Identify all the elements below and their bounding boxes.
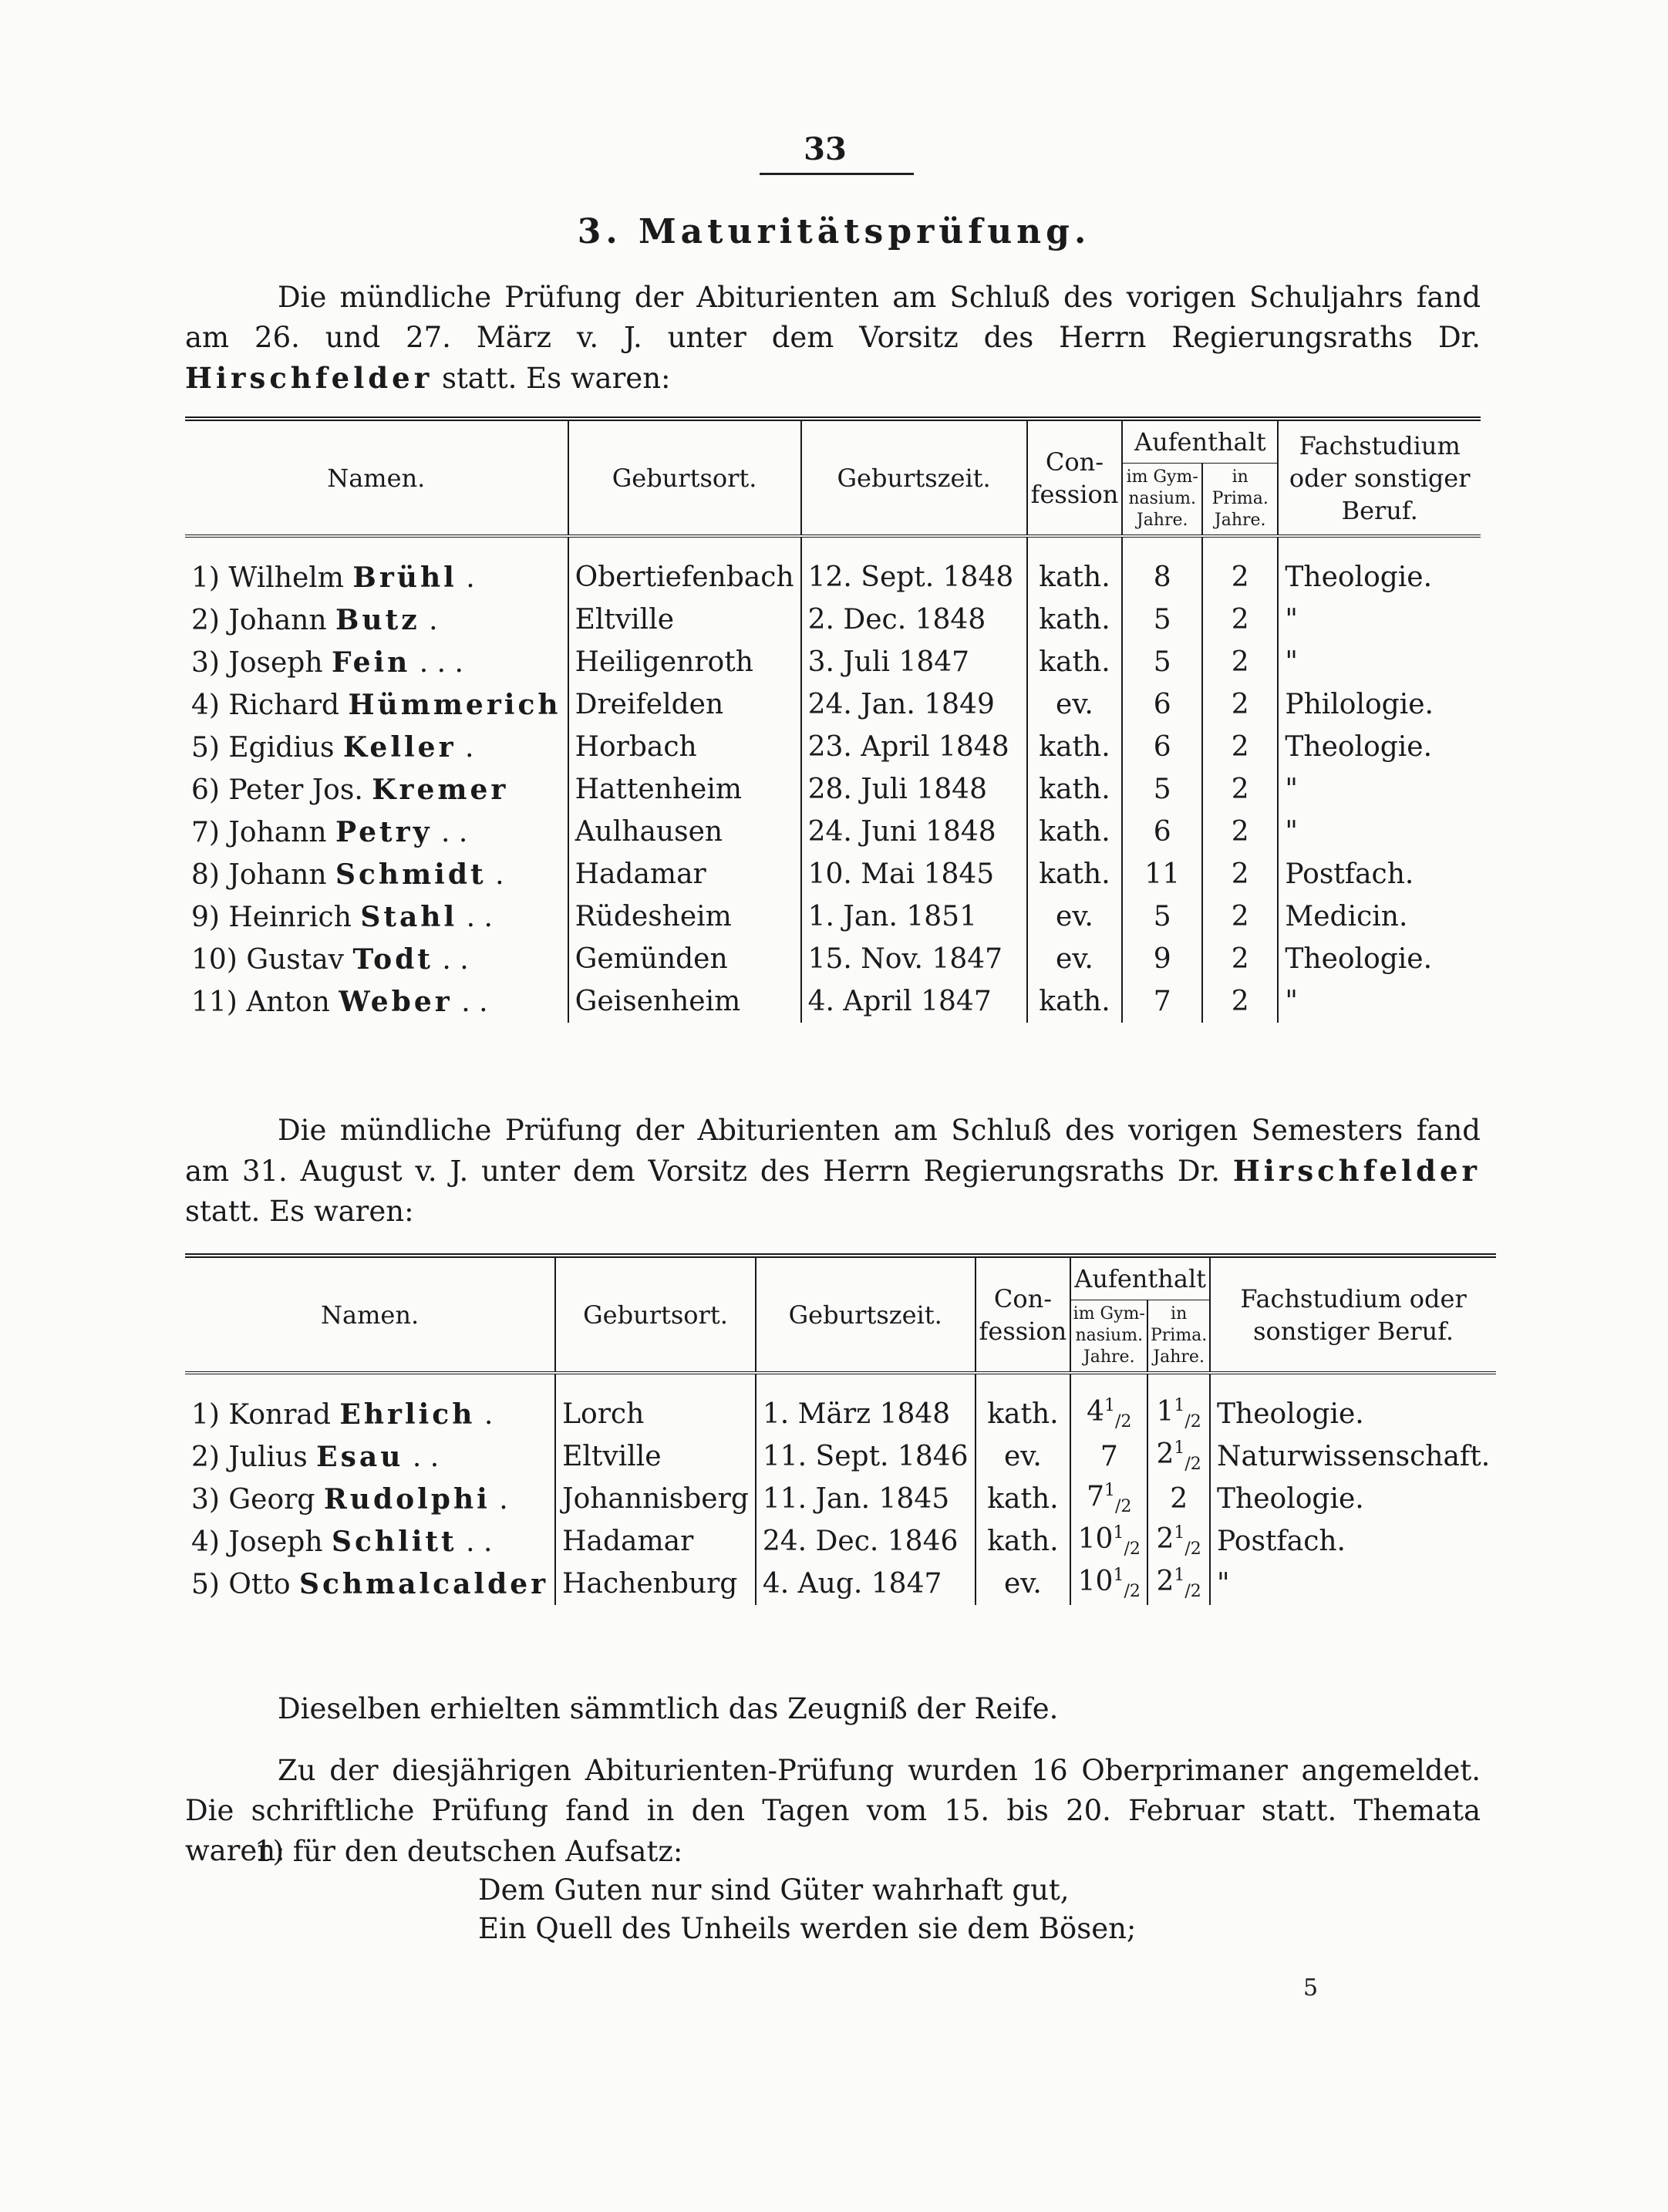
cell-birthdate: 24. Dec. 1846 [756, 1520, 976, 1563]
cell-prima-years: 2 [1202, 536, 1278, 599]
cell-birthplace: Rüdesheim [568, 895, 801, 938]
cell-prima-years: 2 [1202, 853, 1278, 895]
prima-numerator: 1 [1174, 1396, 1185, 1416]
table-row [185, 811, 1481, 853]
last-name: Hümmerich [348, 688, 561, 721]
cell-gym-years [1070, 1563, 1147, 1605]
cell-birthplace: Eltville [555, 1435, 756, 1478]
gym-numerator: 1 [1113, 1523, 1124, 1543]
leader-dots: . [499, 1483, 508, 1516]
cell-birthplace: Aulhausen [568, 811, 801, 853]
roster-table-1 [185, 416, 1481, 1023]
col-header-gym: im Gym-nasium. Jahre. [1122, 464, 1202, 537]
cell-profession: " [1285, 774, 1298, 805]
last-name: Brühl [352, 561, 457, 594]
first-name: Georg [228, 1483, 315, 1516]
col-header-confession: Con-fession [1027, 419, 1123, 536]
gym-whole: 4 [1087, 1396, 1104, 1428]
last-name: Butz [335, 603, 420, 636]
row-number: 10) [191, 943, 238, 976]
cell-prima-years: 2 [1202, 895, 1278, 938]
cell-confession: kath. [1027, 599, 1123, 641]
row-number: 6) [191, 774, 220, 806]
col-header-confession-2: Con-fession [976, 1256, 1071, 1373]
table-row [185, 1478, 1496, 1520]
row-number: 5) [191, 731, 220, 764]
cell-name [185, 811, 568, 853]
last-name: Todt [352, 942, 433, 976]
leader-dots: . . [466, 1526, 493, 1558]
gym-whole: 7 [1100, 1441, 1118, 1472]
paragraph-1-text: Die mündliche Prüfung der Abiturienten am Schluß des vorigen Schuljahrs fand am 26. und 27. März v. J. unter dem Vorsitz des Herrn Regierungsraths Dr. [185, 281, 1481, 354]
cell-confession: ev. [1027, 938, 1123, 980]
cell-gym-years: 7 [1122, 980, 1202, 1023]
cell-name [185, 980, 568, 1023]
last-name: Ehrlich [339, 1398, 476, 1431]
cell-birthplace: Obertiefenbach [568, 536, 801, 599]
page-number: 33 [804, 131, 847, 167]
cell-profession: Postfach. [1285, 858, 1414, 890]
page-number-rule [760, 173, 914, 175]
col-header-prima: in Prima. Jahre. [1202, 464, 1278, 537]
prima-denominator: /2 [1184, 1539, 1201, 1560]
cell-gym-years [1070, 1373, 1147, 1435]
paragraph-1 [185, 278, 1481, 399]
last-name: Stahl [360, 900, 458, 933]
cell-confession: kath. [976, 1373, 1071, 1435]
first-name: Richard [228, 689, 340, 721]
cell-prima-years: 2 [1202, 768, 1278, 811]
cell-gym-years: 6 [1122, 683, 1202, 726]
last-name: Schlitt [331, 1525, 457, 1558]
row-number: 2) [191, 604, 220, 636]
cell-birthplace: Geisenheim [568, 980, 801, 1023]
paragraph-3: Dieselben erhielten sämmtlich das Zeugniß der Reife. [278, 1692, 1059, 1725]
col-header-profession: Fachstudium oder sonstiger Beruf. [1278, 419, 1481, 536]
cell-profession: " [1285, 816, 1298, 848]
cell-name [185, 1478, 555, 1520]
leader-dots: . [495, 858, 504, 891]
leader-dots: . [429, 604, 438, 636]
table-row [185, 853, 1481, 895]
col-header-birthplace: Geburtsort. [568, 419, 801, 536]
table-row [185, 536, 1481, 599]
prima-denominator: /2 [1184, 1582, 1201, 1602]
first-name: Otto [228, 1568, 291, 1600]
first-name: Gustav [246, 943, 344, 976]
gym-denominator: /2 [1115, 1412, 1132, 1432]
gym-numerator: 1 [1113, 1566, 1124, 1586]
cell-name [185, 768, 568, 811]
cell-confession: kath. [976, 1520, 1071, 1563]
first-name: Johann [228, 604, 327, 636]
cell-prima-years: 2 [1202, 811, 1278, 853]
examiner-name: Hirschfelder [185, 361, 433, 395]
row-number: 1) [191, 1398, 220, 1431]
cell-prima-years: 2 [1202, 683, 1278, 726]
cell-birthdate: 1. März 1848 [756, 1373, 976, 1435]
first-name: Anton [246, 986, 330, 1018]
cell-prima-years: 2 [1202, 938, 1278, 980]
last-name: Petry [335, 815, 433, 848]
cell-birthdate: 23. April 1848 [801, 726, 1027, 768]
examiner-name-2: Hirschfelder [1232, 1154, 1481, 1188]
cell-name [185, 599, 568, 641]
cell-profession: Theologie. [1217, 1483, 1364, 1515]
first-name: Julius [228, 1441, 308, 1473]
cell-confession: ev. [1027, 895, 1123, 938]
cell-birthdate: 28. Juli 1848 [801, 768, 1027, 811]
cell-prima-years [1147, 1478, 1210, 1520]
cell-profession: Philologie. [1285, 689, 1434, 720]
cell-profession: Theologie. [1285, 943, 1433, 975]
cell-birthplace: Dreifelden [568, 683, 801, 726]
roster-table-2-body [185, 1373, 1496, 1605]
prima-whole: 2 [1156, 1523, 1174, 1556]
col-header-name: Namen. [185, 419, 568, 536]
leader-dots: . . . [419, 646, 463, 679]
cell-profession: Postfach. [1217, 1526, 1346, 1557]
cell-birthdate: 3. Juli 1847 [801, 641, 1027, 683]
paragraph-2-suffix: statt. Es waren: [185, 1195, 414, 1228]
leader-dots: . . [440, 816, 468, 848]
table-row [185, 938, 1481, 980]
col-header-profession-2: Fachstudium oder sonstiger Beruf. [1210, 1256, 1496, 1373]
row-number: 4) [191, 1526, 220, 1558]
cell-name [185, 1373, 555, 1435]
cell-gym-years: 5 [1122, 895, 1202, 938]
cell-confession: kath. [1027, 980, 1123, 1023]
quote-line-2: Ein Quell des Unheils werden sie dem Bösen; [478, 1912, 1137, 1945]
col-header-stay-2: Aufenthalt [1070, 1256, 1210, 1300]
cell-gym-years: 6 [1122, 726, 1202, 768]
cell-prima-years [1147, 1373, 1210, 1435]
cell-name [185, 1563, 555, 1605]
cell-confession: kath. [1027, 853, 1123, 895]
cell-birthplace: Johannisberg [555, 1478, 756, 1520]
cell-birthplace: Eltville [568, 599, 801, 641]
cell-gym-years: 6 [1122, 811, 1202, 853]
prima-whole: 2 [1170, 1483, 1188, 1515]
gym-denominator: /2 [1115, 1497, 1132, 1517]
section-title: 3. Maturitätsprüfung. [577, 212, 1091, 251]
cell-gym-years: 8 [1122, 536, 1202, 599]
cell-profession: " [1217, 1568, 1230, 1600]
prima-numerator: 1 [1174, 1523, 1185, 1543]
row-number: 9) [191, 901, 220, 933]
col-header-birthplace-2: Geburtsort. [555, 1256, 756, 1373]
gym-whole: 10 [1077, 1566, 1114, 1598]
cell-name [185, 853, 568, 895]
prima-numerator: 1 [1174, 1566, 1185, 1586]
last-name: Rudolphi [323, 1482, 490, 1516]
leader-dots: . . [442, 943, 469, 976]
last-name: Kremer [372, 773, 509, 806]
cell-profession: Theologie. [1217, 1398, 1364, 1430]
paragraph-2-text: Die mündliche Prüfung der Abiturienten am Schluß des vorigen Semesters fand am 31. August v. J. unter dem Vorsitz des Herrn Regierungsraths Dr. [185, 1114, 1481, 1188]
cell-profession: Theologie. [1285, 731, 1433, 763]
prima-whole: 2 [1156, 1438, 1174, 1471]
leader-dots: . [466, 561, 475, 594]
gym-whole: 10 [1077, 1523, 1114, 1556]
cell-confession: kath. [1027, 641, 1123, 683]
cell-profession: Medicin. [1285, 901, 1408, 932]
cell-birthplace: Hadamar [568, 853, 801, 895]
cell-birthplace: Horbach [568, 726, 801, 768]
first-name: Johann [228, 816, 327, 848]
table-row [185, 895, 1481, 938]
cell-birthplace: Hadamar [555, 1520, 756, 1563]
cell-profession: " [1285, 646, 1298, 678]
cell-prima-years: 2 [1202, 980, 1278, 1023]
cell-name [185, 726, 568, 768]
cell-prima-years [1147, 1563, 1210, 1605]
prima-whole: 2 [1156, 1566, 1174, 1598]
first-name: Wilhelm [228, 561, 344, 594]
table-row [185, 1373, 1496, 1435]
table-row [185, 1520, 1496, 1563]
col-header-name-2: Namen. [185, 1256, 555, 1373]
cell-profession: Naturwissenschaft. [1217, 1441, 1491, 1472]
list-item-1: 1) für den deutschen Aufsatz: [254, 1835, 683, 1868]
first-name: Konrad [228, 1398, 331, 1431]
last-name: Schmidt [335, 858, 487, 891]
cell-birthdate: 11. Jan. 1845 [756, 1478, 976, 1520]
cell-name [185, 683, 568, 726]
paragraph-4-text: Zu der diesjährigen Abiturienten-Prüfung wurden 16 Oberprimaner angemeldet. Die schriftliche Prüfung fand in den Tagen vom 15. bis 20. Februar statt. Themata waren: [185, 1754, 1481, 1867]
cell-gym-years: 5 [1122, 641, 1202, 683]
cell-confession: kath. [1027, 726, 1123, 768]
table-row [185, 1435, 1496, 1478]
cell-profession: " [1285, 986, 1298, 1017]
first-name: Johann [228, 858, 327, 891]
cell-birthdate: 15. Nov. 1847 [801, 938, 1027, 980]
first-name: Egidius [228, 731, 335, 764]
cell-birthdate: 12. Sept. 1848 [801, 536, 1027, 599]
leader-dots: . . [412, 1441, 440, 1473]
cell-prima-years: 2 [1202, 641, 1278, 683]
table-row [185, 980, 1481, 1023]
cell-birthdate: 24. Jan. 1849 [801, 683, 1027, 726]
table-row [185, 726, 1481, 768]
table-row [185, 1563, 1496, 1605]
first-name: Peter Jos. [228, 774, 363, 806]
prima-denominator: /2 [1184, 1412, 1201, 1432]
cell-birthdate: 1. Jan. 1851 [801, 895, 1027, 938]
last-name: Fein [331, 646, 411, 679]
cell-confession: ev. [1027, 683, 1123, 726]
row-number: 3) [191, 1483, 220, 1516]
row-number: 7) [191, 816, 220, 848]
table-row [185, 768, 1481, 811]
table-row [185, 683, 1481, 726]
cell-gym-years: 11 [1122, 853, 1202, 895]
gym-whole: 7 [1087, 1481, 1104, 1513]
cell-gym-years: 9 [1122, 938, 1202, 980]
prima-whole: 1 [1156, 1396, 1174, 1428]
col-header-gym-2: im Gym-nasium. Jahre. [1070, 1300, 1147, 1374]
cell-name [185, 641, 568, 683]
row-number: 3) [191, 646, 220, 679]
cell-gym-years: 5 [1122, 768, 1202, 811]
cell-confession: ev. [976, 1435, 1071, 1478]
cell-confession: kath. [1027, 768, 1123, 811]
gym-numerator: 1 [1104, 1396, 1115, 1416]
gym-numerator: 1 [1104, 1481, 1115, 1501]
cell-name [185, 1435, 555, 1478]
last-name: Keller [342, 730, 457, 764]
cell-prima-years: 2 [1202, 599, 1278, 641]
cell-birthdate: 2. Dec. 1848 [801, 599, 1027, 641]
cell-prima-years [1147, 1435, 1210, 1478]
cell-gym-years [1070, 1520, 1147, 1563]
prima-denominator: /2 [1184, 1455, 1201, 1475]
cell-birthplace: Hattenheim [568, 768, 801, 811]
cell-profession: " [1285, 604, 1298, 636]
cell-prima-years: 2 [1202, 726, 1278, 768]
paragraph-1-suffix: statt. Es waren: [441, 362, 671, 395]
cell-name [185, 938, 568, 980]
row-number: 5) [191, 1568, 220, 1600]
col-header-birthdate: Geburtszeit. [801, 419, 1027, 536]
cell-gym-years: 5 [1122, 599, 1202, 641]
last-name: Schmalcalder [298, 1567, 549, 1600]
last-name: Esau [316, 1440, 404, 1473]
leader-dots: . . [461, 986, 488, 1018]
roster-table-1-body [185, 536, 1481, 1023]
row-number: 8) [191, 858, 220, 891]
gym-denominator: /2 [1124, 1539, 1141, 1560]
table-row [185, 599, 1481, 641]
cell-birthdate: 4. April 1847 [801, 980, 1027, 1023]
first-name: Joseph [228, 646, 323, 679]
cell-profession: Theologie. [1285, 561, 1433, 593]
quote-line-1: Dem Guten nur sind Güter wahrhaft gut, [478, 1873, 1070, 1907]
cell-birthplace: Heiligenroth [568, 641, 801, 683]
col-header-prima-2: in Prima. Jahre. [1147, 1300, 1210, 1374]
row-number: 1) [191, 561, 220, 594]
cell-confession: kath. [976, 1478, 1071, 1520]
leader-dots: . . [466, 901, 493, 933]
cell-name [185, 1520, 555, 1563]
cell-gym-years [1070, 1435, 1147, 1478]
leader-dots: . [465, 731, 474, 764]
cell-confession: ev. [976, 1563, 1071, 1605]
prima-numerator: 1 [1174, 1438, 1185, 1458]
cell-birthdate: 4. Aug. 1847 [756, 1563, 976, 1605]
paragraph-2 [185, 1111, 1481, 1232]
cell-birthdate: 24. Juni 1848 [801, 811, 1027, 853]
leader-dots: . [484, 1398, 494, 1431]
cell-confession: kath. [1027, 536, 1123, 599]
row-number: 4) [191, 689, 220, 721]
cell-gym-years [1070, 1478, 1147, 1520]
last-name: Weber [339, 985, 453, 1018]
cell-birthplace: Gemünden [568, 938, 801, 980]
roster-table-2 [185, 1253, 1496, 1605]
cell-prima-years [1147, 1520, 1210, 1563]
gym-denominator: /2 [1124, 1582, 1141, 1602]
row-number: 2) [191, 1441, 220, 1473]
col-header-stay: Aufenthalt [1122, 419, 1278, 464]
cell-birthdate: 11. Sept. 1846 [756, 1435, 976, 1478]
row-number: 11) [191, 986, 238, 1018]
first-name: Joseph [228, 1526, 323, 1558]
cell-name [185, 895, 568, 938]
col-header-birthdate-2: Geburtszeit. [756, 1256, 976, 1373]
cell-birthplace: Lorch [555, 1373, 756, 1435]
cell-birthplace: Hachenburg [555, 1563, 756, 1605]
first-name: Heinrich [228, 901, 352, 933]
table-row [185, 641, 1481, 683]
cell-confession: kath. [1027, 811, 1123, 853]
cell-birthdate: 10. Mai 1845 [801, 853, 1027, 895]
signature-mark: 5 [1303, 1974, 1319, 2001]
cell-name [185, 536, 568, 599]
